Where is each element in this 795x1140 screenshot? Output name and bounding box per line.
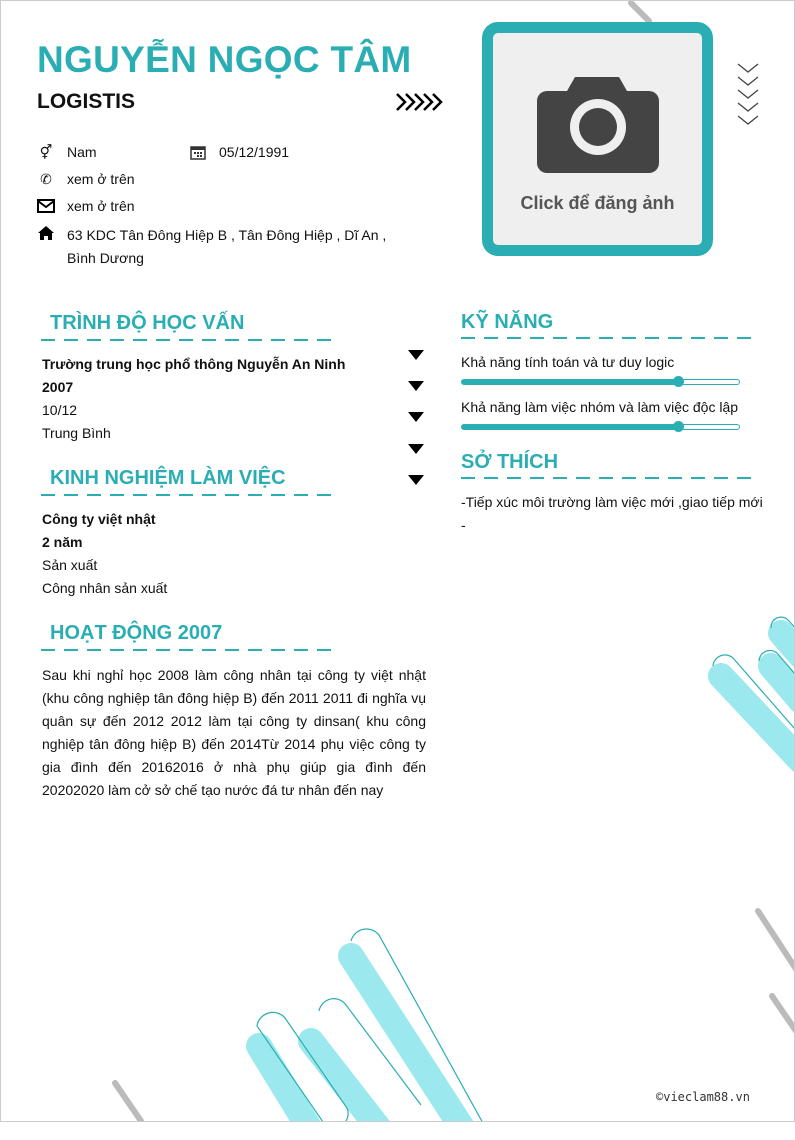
skill-label[interactable]: Khả năng làm việc nhóm và làm việc độc lập <box>461 399 739 415</box>
divider <box>41 493 336 496</box>
camera-icon <box>535 65 661 175</box>
position-title[interactable]: LOGISTIS <box>37 90 136 113</box>
email-value[interactable]: xem ở trên <box>67 198 135 214</box>
education-rank[interactable]: Trung Bình <box>42 425 111 441</box>
education-year[interactable]: 2007 <box>42 379 74 395</box>
divider <box>41 648 336 651</box>
email-icon <box>37 197 55 215</box>
hobbies-heading: SỞ THÍCH <box>461 451 559 473</box>
candidate-name[interactable]: NGUYỄN NGỌC TÂM <box>37 39 412 80</box>
skills-heading: KỸ NĂNG <box>461 311 554 333</box>
phone-icon: ✆ <box>40 171 52 187</box>
education-school[interactable]: Trường trung học phổ thông Nguyễn An Ninh <box>42 356 346 372</box>
activities-text[interactable]: Sau khi nghỉ học 2008 làm công nhân tại công ty việt nhật (khu công nghiệp tân đông hiệp B) đến 2011 2011 đi nghĩa vụ quân sự đến 2012 2012 làm tại công ty dinsan( khu công nghiệp tân đông hiệp B) đến 2014Từ 2014 phụ việc công ty gia đình đến 20162016 ở nhà phụ giúp gia đình đến 20202020 làm cở sở chế tạo nước đá tư nhân đến nay <box>42 667 426 798</box>
move-section-down-icon[interactable] <box>408 444 424 454</box>
experience-duration[interactable]: 2 năm <box>42 534 83 550</box>
contact-info <box>37 143 417 273</box>
photo-upload[interactable] <box>482 22 713 256</box>
gender-value[interactable]: Nam <box>67 144 97 160</box>
move-section-down-icon[interactable] <box>408 475 424 485</box>
skill-level-slider[interactable] <box>461 424 740 430</box>
divider <box>41 338 336 341</box>
move-section-down-icon[interactable] <box>408 381 424 391</box>
hobbies-line[interactable]: - <box>461 517 466 533</box>
experience-field[interactable]: Sản xuất <box>42 557 98 573</box>
birthday-value[interactable]: 05/12/1991 <box>219 144 290 160</box>
experience-heading: KINH NGHIỆM LÀM VIỆC <box>50 467 286 489</box>
activities-heading: HOẠT ĐỘNG 2007 <box>50 622 223 644</box>
hobbies-line[interactable]: -Tiếp xúc môi trường làm việc mới ,giao tiếp mới <box>461 494 763 510</box>
experience-company[interactable]: Công ty việt nhật <box>42 511 156 527</box>
move-section-down-icon[interactable] <box>408 412 424 422</box>
calendar-icon <box>189 143 207 161</box>
phone-value[interactable]: xem ở trên <box>67 171 135 187</box>
home-icon <box>37 224 55 242</box>
skill-level-slider[interactable] <box>461 379 740 385</box>
address-value[interactable]: 63 KDC Tân Đông Hiệp B , Tân Đông Hiệp , Dĩ An , Bình Dương <box>67 227 387 266</box>
gender-icon: ⚥ <box>39 144 53 160</box>
education-heading: TRÌNH ĐỘ HỌC VẤN <box>50 312 245 334</box>
experience-role[interactable]: Công nhân sản xuất <box>42 580 168 596</box>
divider <box>461 476 756 479</box>
skill-label[interactable]: Khả năng tính toán và tư duy logic <box>461 354 675 370</box>
education-grade[interactable]: 10/12 <box>42 402 78 418</box>
photo-upload-label: Click để đăng ảnh <box>520 193 675 213</box>
move-section-down-icon[interactable] <box>408 350 424 360</box>
watermark: ©vieclam88.vn <box>656 1090 750 1104</box>
divider <box>461 336 756 339</box>
